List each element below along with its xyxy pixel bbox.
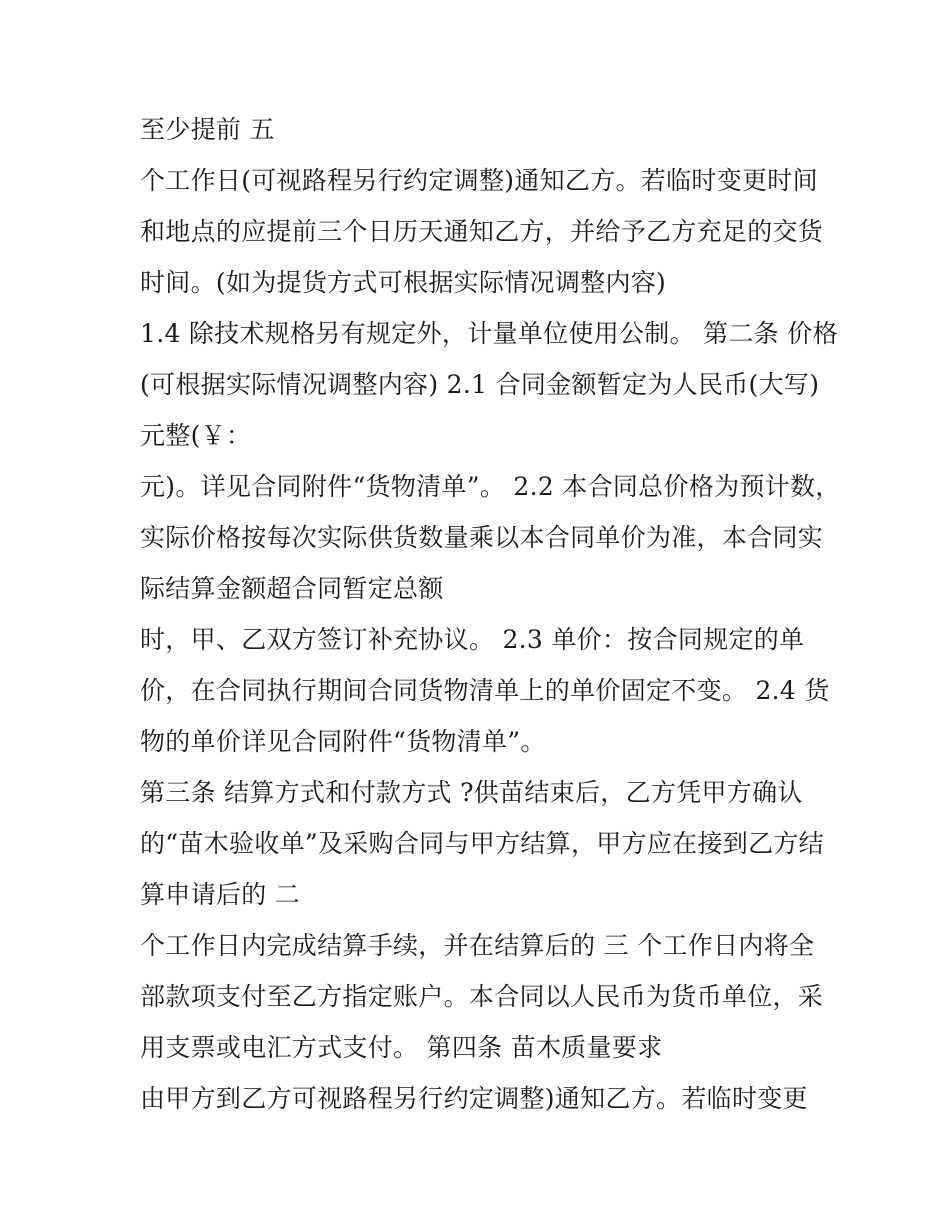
document-body (140, 110, 840, 1130)
text-line: 用支票或电汇方式支付。 第四条 苗木质量要求 (140, 1033, 663, 1062)
text-line: 时，甲、乙双方签订补充协议。 2.3 单价：按合同规定的单 (140, 625, 805, 654)
text-line: 际结算金额超合同暂定总额 (140, 574, 444, 603)
text-line: 的“苗木验收单”及采购合同与甲方结算，甲方应在接到乙方结 (140, 829, 824, 858)
text-line: 时间。(如为提货方式可根据实际情况调整内容) (140, 268, 667, 297)
text-line: (可根据实际情况调整内容) 2.1 合同金额暂定为人民币(大写) (140, 370, 820, 399)
text-line: 元整(￥： (140, 421, 252, 450)
text-line: 1.4 除技术规格另有规定外，计量单位使用公制。 第二条 价格 (140, 319, 838, 348)
text-line: 个工作日(可视路程另行约定调整)通知乙方。若临时变更时间 (140, 166, 818, 195)
text-line: 实际价格按每次实际供货数量乘以本合同单价为准，本合同实 (140, 523, 824, 552)
text-line: 和地点的应提前三个日历天通知乙方，并给予乙方充足的交货 (140, 217, 824, 246)
text-line: 物的单价详见合同附件“货物清单”。 (140, 727, 546, 756)
text-line: 第三条 结算方式和付款方式 ?供苗结束后，乙方凭甲方确认 (140, 778, 803, 807)
text-line: 由甲方到乙方可视路程另行约定调整)通知乙方。若临时变更 (140, 1084, 808, 1113)
text-line: 至少提前 五 (140, 115, 275, 144)
text-line: 部款项支付至乙方指定账户。本合同以人民币为货币单位，采 (140, 982, 824, 1011)
text-line: 价，在合同执行期间合同货物清单上的单价固定不变。 2.4 货 (140, 676, 830, 705)
text-line: 算申请后的 二 (140, 880, 301, 909)
text-line: 个工作日内完成结算手续，并在结算后的 三 个工作日内将全 (140, 931, 815, 960)
text-line: 元)。详见合同附件“货物清单”。 2.2 本合同总价格为预计数， (140, 472, 841, 501)
